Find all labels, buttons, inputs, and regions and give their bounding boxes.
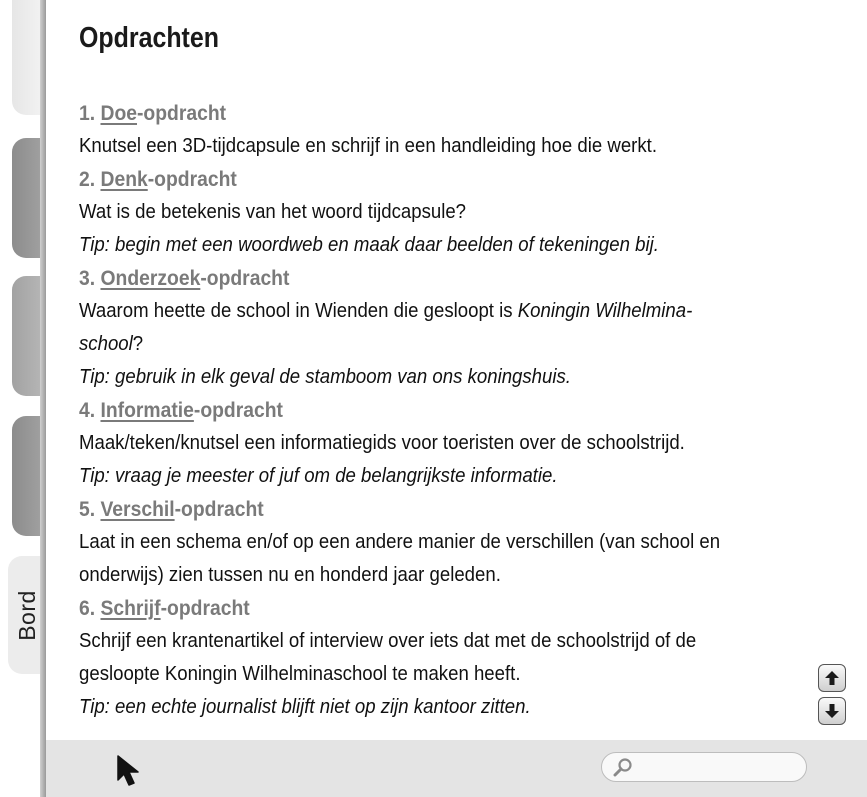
task-6-number: 6. (79, 597, 96, 620)
task-3-tip: Tip: gebruik in elk geval de stamboom van ons koningshuis. (79, 366, 571, 388)
arrow-up-icon (824, 670, 840, 686)
arrow-down-icon (824, 703, 840, 719)
task-6-suffix: -opdracht (160, 597, 250, 620)
mouse-pointer-icon (116, 754, 146, 788)
task-5-heading (79, 493, 786, 526)
task-1-number: 1. (79, 102, 96, 125)
task-4 (79, 394, 847, 493)
task-3-text-line-1 (79, 295, 793, 328)
task-1 (79, 97, 847, 163)
task-1-suffix: -opdracht (137, 102, 227, 125)
task-1-keyword-link[interactable]: Doe (100, 102, 138, 125)
task-3-number: 3. (79, 267, 96, 290)
task-2-keyword-link[interactable]: Denk (100, 168, 148, 191)
task-2-heading (79, 163, 786, 196)
scroll-down-button[interactable] (818, 697, 846, 725)
task-5-text-line-2: onderwijs) zien tussen nu en honderd jaar geleden. (79, 564, 501, 586)
task-1-heading (79, 97, 786, 130)
task-5-text-line-1: Laat in een schema en/of op een andere manier de verschillen (van school en (79, 531, 721, 553)
task-2-number: 2. (79, 168, 96, 191)
task-6-keyword-link[interactable]: Schrijf (100, 597, 161, 620)
task-3 (79, 262, 847, 394)
search-field[interactable] (601, 752, 807, 782)
task-3-heading (79, 262, 786, 295)
task-3-suffix: -opdracht (200, 267, 290, 290)
task-5 (79, 493, 847, 592)
task-3-text-italic: Koningin Wilhelmina- (517, 300, 693, 322)
task-5-keyword-link[interactable]: Verschil (100, 498, 175, 521)
task-6-tip: Tip: een echte journalist blijft niet op zijn kantoor zitten. (79, 696, 531, 718)
page-title: Opdrachten (79, 22, 219, 54)
task-4-text: Maak/teken/knutsel een informatiegids voor toeristen over de schoolstrijd. (79, 432, 685, 454)
task-4-suffix: -opdracht (193, 399, 283, 422)
assignments-panel (79, 22, 847, 724)
task-4-heading (79, 394, 786, 427)
task-2-tip: Tip: begin met een woordweb en maak daar beelden of tekeningen bij. (79, 234, 659, 256)
task-3-text-plain: Waarom heette de school in Wienden die gesloopt is (79, 300, 518, 322)
scroll-up-button[interactable] (818, 664, 846, 692)
task-5-suffix: -opdracht (174, 498, 264, 521)
task-3-text-line-2 (79, 328, 793, 361)
magnifier-icon (612, 757, 634, 777)
task-1-text: Knutsel een 3D-tijdcapsule en schrijf in een handleiding hoe die werkt. (79, 135, 657, 157)
task-2 (79, 163, 847, 262)
bottom-toolbar (46, 740, 867, 797)
task-4-keyword-link[interactable]: Informatie (100, 399, 194, 422)
task-5-number: 5. (79, 498, 96, 521)
task-6-text-line-2: gesloopte Koningin Wilhelminaschool te maken heeft. (79, 663, 521, 685)
task-3-text-question-mark: ? (132, 333, 144, 355)
task-3-keyword-link[interactable]: Onderzoek (100, 267, 201, 290)
task-4-tip: Tip: vraag je meester of juf om de belangrijkste informatie. (79, 465, 558, 487)
task-3-text-italic-2: school (79, 333, 133, 355)
task-6-heading (79, 592, 786, 625)
task-2-text: Wat is de betekenis van het woord tijdcapsule? (79, 201, 467, 223)
panel-edge (40, 0, 46, 797)
task-2-suffix: -opdracht (147, 168, 237, 191)
task-4-number: 4. (79, 399, 96, 422)
task-6 (79, 592, 847, 724)
task-6-text-line-1: Schrijf een krantenartikel of interview over iets dat met de schoolstrijd of de (79, 630, 697, 652)
tab-bord-label: Bord (13, 589, 40, 641)
